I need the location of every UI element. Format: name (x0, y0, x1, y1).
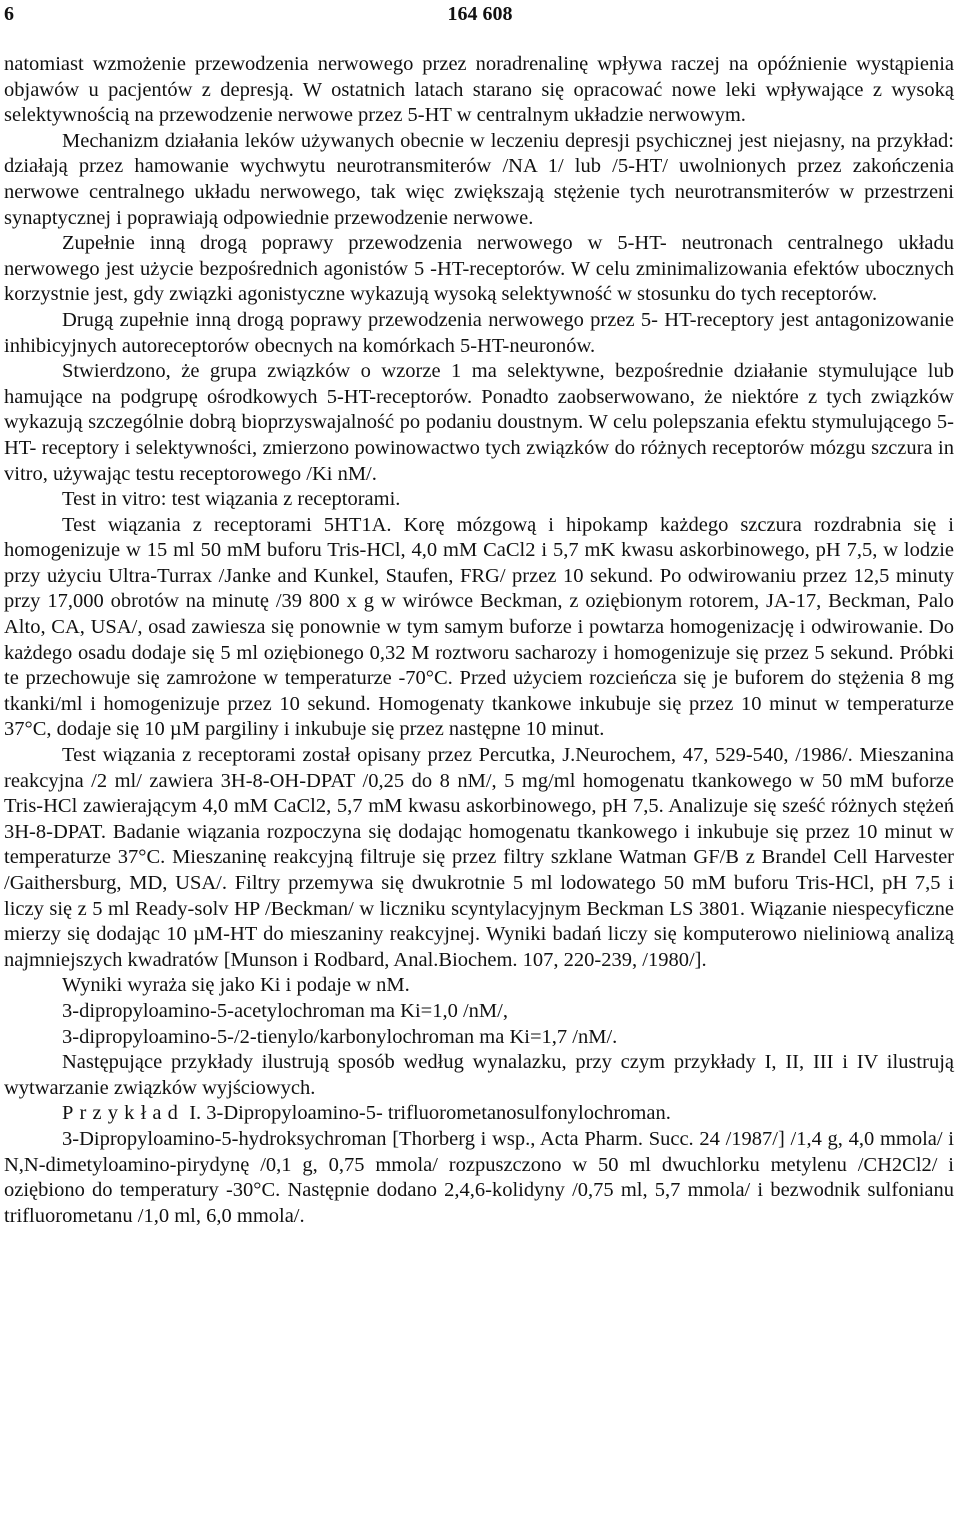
paragraph: Stwierdzono, że grupa związków o wzorze 1 ma selektywne, bezpośrednie działanie stymulujące lub hamujące na podgrupę ośrodkowych 5-HT-receptorów. Ponadto zaobserwowano, że niektóre z tych związków wykazują szczególnie dobrą bioprzyswajalność po podaniu doustnym. W celu polepszania efektu stymulującego 5-HT- receptory i selektywności, zmierzono powinowactwo tych związków do różnych receptorów mózgu szczura in vitro, używając testu receptorowego /Ki nM/. (4, 360, 954, 485)
paragraph: Wyniki wyraża się jako Ki i podaje w nM. (62, 974, 410, 997)
paragraph: Zupełnie inną drogą poprawy przewodzenia nerwowego w 5-HT- neutronach centralnego układu nerwowego jest użycie bezpośrednich agonistów 5 -HT-receptorów. W celu zminimalizowania efektów ubocznych korzystnie jest, gdy związki agonistyczne wykazują wysoką selektywność w stosunku do tych receptorów. (4, 232, 954, 306)
paragraph: 3-Dipropyloamino-5-hydroksychroman [Thorberg i wsp., Acta Pharm. Succ. 24 /1987/] /1,4 g, 4,0 mmola/ i N,N-dimetyloamino-pirydynę /0,1 g, 0,75 mmola/ rozpuszczono w 50 ml dwuchlorku metylenu /CH2Cl2/ i oziębiono do temperatury -30°C. Następnie dodano 2,4,6-kolidyny /0,75 ml, 5,7 mmola/ i bezwodnik sulfonianu trifluorometanu /1,0 ml, 6,0 mmola/. (4, 1127, 954, 1227)
paragraph: 3-dipropyloamino-5-/2-tienylo/karbonylochroman ma Ki=1,7 /nM/. (62, 1025, 618, 1048)
paragraph: Mechanizm działania leków używanych obecnie w leczeniu depresji psychicznej jest niejasny, na przykład: działają przez hamowanie wychwytu neurotransmiterów /NA 1/ lub /5-HT/ uwolnionych przez zakończenia nerwowe centralnego układu nerwowego, tak więc zwiększają stężenie tych neurotransmiterów w przestrzeni synaptycznej i poprawiają odpowiednie przewodzenie nerwowe. (4, 129, 954, 229)
paragraph: Drugą zupełnie inną drogą poprawy przewodzenia nerwowego przez 5- HT-receptory jest antagonizowanie inhibicyjnych autoreceptorów obecnych na komórkach 5-HT-neuronów. (4, 308, 954, 357)
paragraph: Test wiązania z receptorami 5HT1A. Korę mózgową i hipokamp każdego szczura rozdrabnia się i homogenizuje w 15 ml 50 mM buforu Tris-HCl, 4,0 mM CaCl2 i 5,7 mK kwasu askorbinowego, pH 7,5, w lodzie przy użyciu Ultra-Turrax /Janke and Kunkel, Staufen, FRG/ przez 10 sekund. Po odwirowaniu przez 12,5 minuty przy 17,000 obrotów na minutę /39 800 x g w wirówce Beckman, z oziębionym rotorem, JA-17, Beckman, Palo Alto, CA, USA/, osad zawiesza się ponownie w tym samym buforze i powtarza homogenizację i odwirowanie. Do każdego osadu dodaje się 5 ml oziębionego 0,32 M roztworu sacharozy i homogenizuje się przez 5 sekund. Próbki te przechowuje się zamrożone w temperaturze -70°C. Przed użyciem rozcieńcza się je buforem do stężenia 8 mg tkanki/ml i homogenizuje przez 10 sekund. Homogenaty tkankowe inkubuje się przez 10 minut w temperaturze 37°C, dodaje się 10 µM pargiliny i inkubuje się przez następne 10 minut. (4, 513, 954, 741)
example-label: Przykład (62, 1102, 185, 1125)
paragraph: Test in vitro: test wiązania z receptorami. (62, 488, 401, 511)
page-number: 6 (4, 3, 14, 25)
paragraph: Następujące przykłady ilustrują sposób według wynalazku, przy czym przykłady I, II, III i IV ilustrują wytwarzanie związków wyjściowych. (4, 1051, 954, 1099)
example-heading-paragraph: Przykład I. 3-Dipropyloamino-5- trifluorometanosulfonylochroman. (62, 1102, 671, 1125)
paragraph: natomiast wzmożenie przewodzenia nerwowego przez noradrenalinę wpływa raczej na opóźnienie wystąpienia objawów u pacjentów z depresją. W ostatnich latach starano się opracować nowe leki wpływające z wysoką selektywnością na przewodzenie nerwowe przez 5-HT w centralnym układzie nerwowym. (4, 53, 954, 127)
paragraph: 3-dipropyloamino-5-acetylochroman ma Ki=1,0 /nM/, (62, 999, 508, 1022)
paragraph: Test wiązania z receptorami został opisany przez Percutka, J.Neurochem, 47, 529-540, /1986/. Mieszanina reakcyjna /2 ml/ zawiera 3H-8-OH-DPAT /0,25 do 8 nM/, 5 mg/ml homogenatu tkankowego w 50 mM buforze Tris-HCl zawierającym 4,0 mM CaCl2, 5,7 mM kwasu askorbinowego, pH 7,5. Analizuje się sześć różnych stężeń 3H-8-DPAT. Badanie wiązania rozpoczyna się dodając homogenatu tkankowego i inkubuje się przez 10 minut w temperaturze 37°C. Mieszaninę reakcyjną filtruje się przez filtry szklane Watman GF/B z Brandel Cell Harvester /Gaithersburg, MD, USA/. Filtry przemywa się dwukrotnie 5 ml lodowatego 50 mM buforu Tris-HCl, pH 7,5 i liczy się z 5 ml Ready-solv HP /Beckman/ w liczniku scyntylacyjnym Beckman LS 3801. Wiązanie niespecyficzne mierzy się dodając 10 µM-HT do mieszaniny reakcyjnej. Wyniki badań liczy się komputerowo nieliniową analizą najmniejszych kwadratów [Munson i Rodbard, Anal.Biochem. 107, 220-239, /1980/]. (4, 744, 954, 971)
page-header (0, 0, 960, 30)
document-number: 164 608 (447, 3, 513, 25)
document-body (4, 52, 954, 1229)
